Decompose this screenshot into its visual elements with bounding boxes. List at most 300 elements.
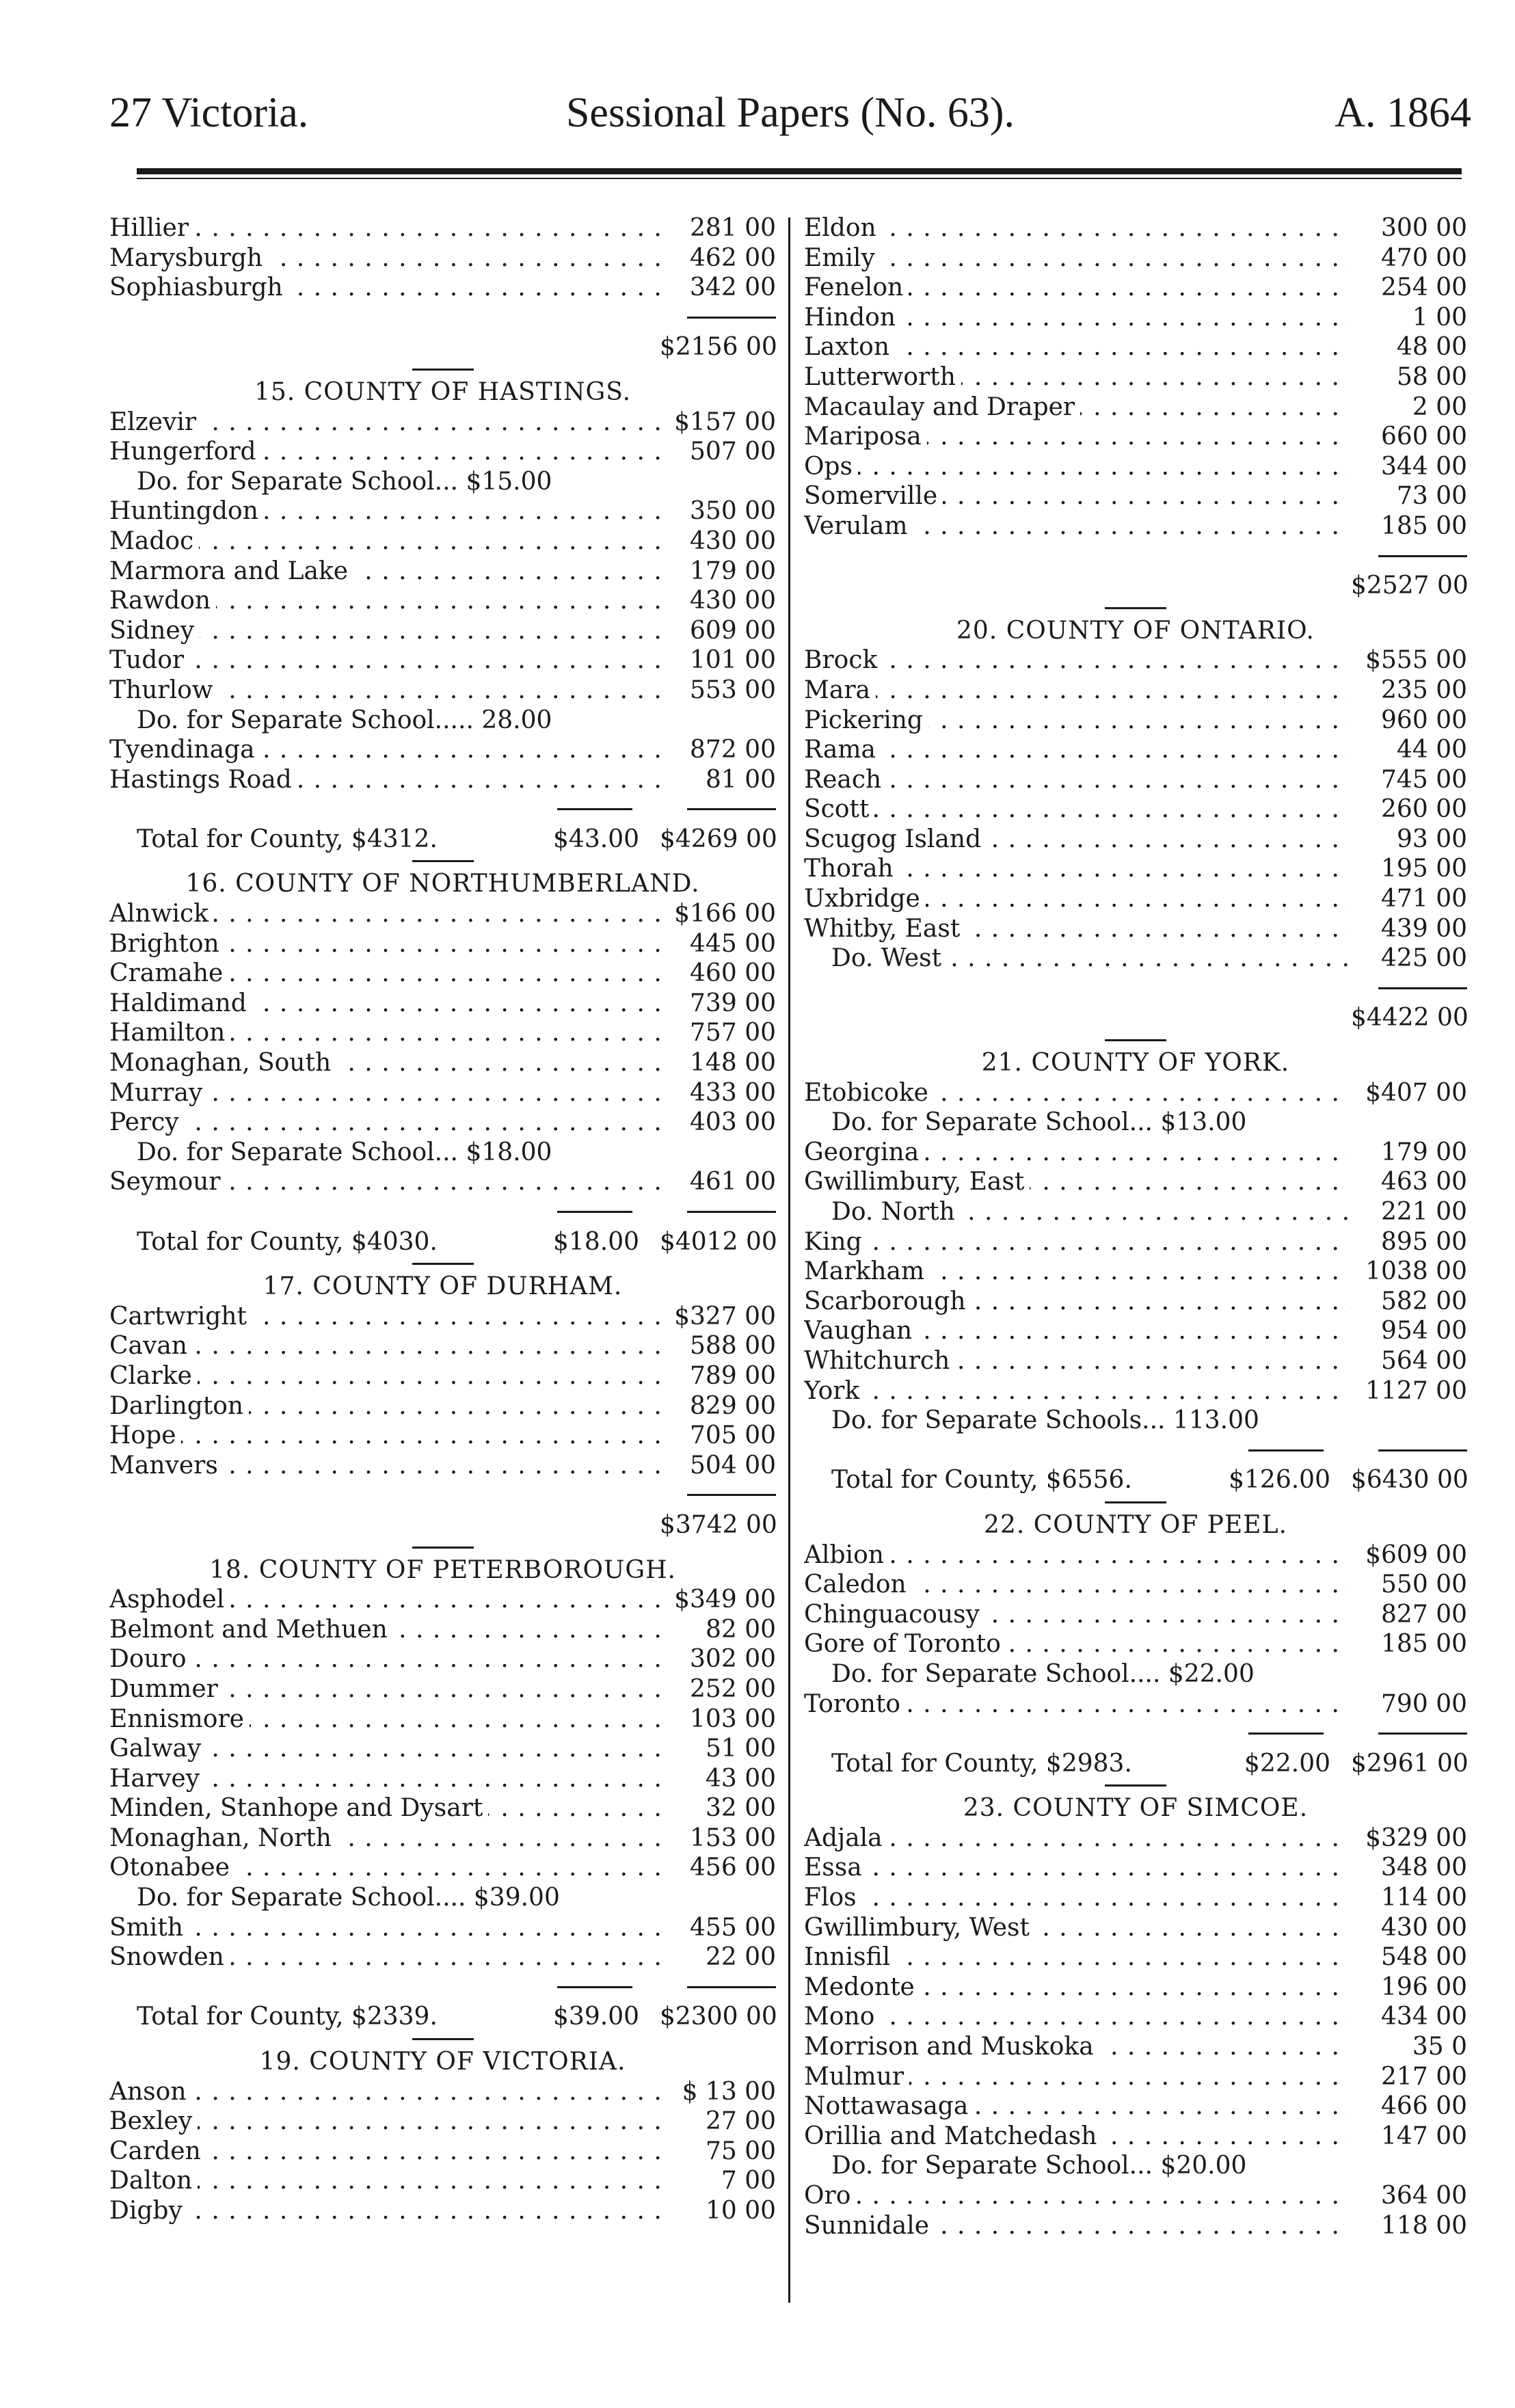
amount: 507 00 (690, 438, 776, 466)
table-row (804, 884, 1467, 914)
township-name (804, 1942, 1351, 1972)
township-name (804, 2032, 1351, 2062)
separate-school-entry: Do. for Separate School... $18.00 (137, 1138, 552, 1166)
table-row (109, 1421, 776, 1451)
amount: 470 00 (1381, 243, 1467, 272)
county-heading: 17. COUNTY OF DURHAM. (263, 1272, 623, 1301)
township-label: King (804, 1228, 868, 1256)
amount: 553 00 (690, 675, 776, 704)
amount: 364 00 (1381, 2182, 1467, 2210)
township-label: Eldon (804, 214, 882, 242)
township-name (804, 765, 1351, 795)
separate-school-entry: Do. for Separate School.... $22.00 (831, 1659, 1255, 1688)
table-row (109, 1734, 776, 1764)
amount: 550 00 (1381, 1570, 1467, 1599)
table-row (804, 1108, 1467, 1138)
township-name (804, 243, 1351, 273)
table-row (109, 645, 776, 675)
table-row (804, 392, 1467, 423)
total-amount: $2156 00 (660, 333, 777, 362)
table-row (804, 2151, 1467, 2181)
amount: 609 00 (690, 616, 776, 645)
township-name (109, 1048, 660, 1078)
table-row (804, 765, 1467, 795)
table-row (109, 213, 776, 243)
township-label: Ennismore (109, 1705, 250, 1733)
township-label: Lutterworth (804, 363, 961, 391)
township-name (804, 303, 1351, 333)
township-label: Ops (804, 453, 858, 481)
table-row (804, 2211, 1467, 2241)
county-total-separate: $39.00 (553, 2003, 639, 2031)
amount: 960 00 (1381, 706, 1467, 734)
township-label: Marysburgh (109, 244, 268, 272)
township-name (804, 1600, 1351, 1630)
amount: $157 00 (674, 407, 776, 436)
amount: 430 00 (1381, 1913, 1467, 1942)
township-label: Macaulay and Draper (804, 393, 1080, 421)
table-row (109, 1942, 776, 1972)
township-name (109, 1644, 660, 1674)
table-row (804, 1942, 1467, 1972)
amount: 460 00 (690, 959, 776, 988)
township-label: Darlington (109, 1392, 249, 1420)
township-name (109, 929, 660, 959)
amount: 35 0 (1412, 2033, 1467, 2061)
township-label: Gore of Toronto (804, 1630, 1006, 1658)
amount: 430 00 (690, 526, 776, 555)
table-row (109, 243, 776, 273)
table-row (804, 1883, 1467, 1913)
township-name (831, 1197, 1351, 1227)
township-label: Scarborough (804, 1287, 971, 1315)
township-name (804, 825, 1351, 855)
amount: 462 00 (690, 243, 776, 272)
township-label: Smith (109, 1914, 189, 1942)
amount: 582 00 (1381, 1287, 1467, 1315)
amount: 179 00 (1381, 1138, 1467, 1166)
sum-rule (804, 974, 1467, 1004)
county-heading: 20. COUNTY OF ONTARIO. (956, 616, 1315, 645)
township-name (109, 1391, 660, 1421)
table-row (109, 1078, 776, 1108)
township-name (804, 1883, 1351, 1913)
township-name (804, 1346, 1351, 1376)
township-label: Marmora and Lake (109, 557, 353, 585)
table-row (109, 929, 776, 959)
county-total-net: $4012 00 (660, 1227, 777, 1256)
table-row (804, 944, 1467, 974)
township-label: Monaghan, South (109, 1049, 336, 1077)
county-heading: 21. COUNTY OF YORK. (981, 1049, 1290, 1078)
township-label: Monaghan, North (109, 1824, 337, 1852)
township-label: Gwillimbury, West (804, 1914, 1035, 1942)
township-label: Reach (804, 766, 887, 794)
township-name (109, 1823, 660, 1854)
header-title: Sessional Papers (No. 63). (565, 90, 1015, 136)
amount: 745 00 (1381, 765, 1467, 794)
township-name (109, 1615, 660, 1645)
township-name (109, 586, 660, 616)
amount: 221 00 (1381, 1198, 1467, 1226)
township-label: Hamilton (109, 1019, 230, 1047)
table-row (109, 2137, 776, 2167)
county-heading: 18. COUNTY OF PETERBOROUGH. (209, 1555, 676, 1584)
township-label: Huntingdon (109, 497, 264, 525)
township-label: Fenelon (804, 273, 909, 302)
amount: 439 00 (1381, 914, 1467, 943)
table-row (109, 706, 776, 736)
township-label: Oro (804, 2182, 856, 2210)
township-label: Bexley (109, 2107, 198, 2135)
table-row (109, 1585, 776, 1615)
township-name (109, 675, 660, 706)
table-row (804, 735, 1467, 765)
township-label: Douro (109, 1645, 192, 1673)
amount: 461 00 (690, 1168, 776, 1196)
township-name (804, 1689, 1351, 1720)
township-label: Albion (804, 1541, 889, 1569)
county-total-separate: $18.00 (553, 1227, 639, 1256)
separate-school-entry: Do. for Separate School..... 28.00 (137, 706, 552, 734)
county-heading: 15. COUNTY OF HASTINGS. (254, 377, 632, 406)
table-row (804, 1316, 1467, 1346)
township-label: York (804, 1377, 865, 1405)
amount: 430 00 (690, 587, 776, 615)
township-label: Clarke (109, 1362, 198, 1390)
township-name (109, 1331, 660, 1361)
table-row (109, 765, 776, 795)
county-total-row (109, 825, 776, 855)
county-total-separate: $43.00 (553, 825, 639, 853)
township-name (804, 2122, 1351, 2152)
county-total-net: $2300 00 (660, 2003, 777, 2031)
township-name (109, 1108, 660, 1138)
amount: 660 00 (1381, 423, 1467, 451)
separate-school-entry: Do. for Separate School... $20.00 (831, 2152, 1247, 2180)
county-heading: 22. COUNTY OF PEEL. (984, 1510, 1287, 1539)
amount: 73 00 (1396, 482, 1467, 511)
township-name (804, 1823, 1351, 1854)
township-label: Mara (804, 676, 876, 704)
township-label: Minden, Stanhope and Dysart (109, 1794, 488, 1822)
township-label: Hastings Road (109, 766, 297, 794)
township-label: Cramahe (109, 959, 228, 987)
amount: $407 00 (1365, 1078, 1467, 1107)
amount: 44 00 (1396, 736, 1467, 764)
township-label: Pickering (804, 706, 928, 734)
township-name (109, 1451, 660, 1481)
amount: 2 00 (1412, 392, 1467, 421)
township-label: Adjala (804, 1824, 888, 1852)
amount: 302 00 (690, 1645, 776, 1674)
township-label: Alnwick (109, 900, 214, 928)
township-label: Snowden (109, 1943, 230, 1971)
township-name (804, 1629, 1351, 1659)
township-name (804, 914, 1351, 944)
county-total-label: Total for County, $4312. (137, 825, 438, 853)
table-row (109, 1793, 776, 1823)
table-row (109, 1883, 776, 1913)
township-label: Mono (804, 2003, 880, 2031)
amount: 1 00 (1412, 303, 1467, 332)
township-label: Digby (109, 2197, 188, 2225)
table-row (804, 2122, 1467, 2152)
county-total-label: Total for County, $2339. (137, 2003, 438, 2031)
township-name (804, 213, 1351, 243)
township-label: Madoc (109, 527, 199, 555)
township-name (804, 511, 1351, 541)
sum-rule (804, 1719, 1467, 1749)
table-row (804, 1138, 1467, 1168)
township-name (109, 1793, 660, 1823)
amount: 185 00 (1381, 1630, 1467, 1659)
table-row (109, 1361, 776, 1391)
total-amount: $2527 00 (1351, 572, 1469, 600)
township-label: Belmont and Methuen (109, 1616, 393, 1644)
county-total-net: $2961 00 (1351, 1749, 1469, 1778)
amount: $166 00 (674, 900, 776, 928)
amount: 434 00 (1381, 2003, 1467, 2031)
table-row (109, 735, 776, 765)
table-row (804, 1853, 1467, 1883)
amount: 58 00 (1396, 362, 1467, 391)
township-label: Dummer (109, 1675, 224, 1703)
table-row (804, 422, 1467, 452)
table-row (109, 437, 776, 467)
township-label: Medonte (804, 1973, 920, 2001)
township-name (804, 2091, 1351, 2122)
amount: 471 00 (1381, 885, 1467, 913)
county-total-row (109, 2002, 776, 2032)
township-label: Vaughan (804, 1317, 917, 1345)
township-name (804, 1972, 1351, 2003)
township-label: Hindon (804, 304, 901, 332)
township-name (804, 884, 1351, 914)
table-row (109, 1018, 776, 1048)
township-label: Seymour (109, 1168, 226, 1196)
township-name (109, 2196, 660, 2226)
township-name (109, 2077, 660, 2107)
table-row (804, 1823, 1467, 1854)
header-rule-thick (137, 168, 1462, 174)
header-session: 27 Victoria. (109, 90, 309, 136)
table-row (109, 1167, 776, 1197)
township-name (804, 1167, 1351, 1197)
township-name (831, 944, 1351, 974)
amount: 456 00 (690, 1854, 776, 1882)
county-total-label: Total for County, $2983. (831, 1749, 1132, 1778)
township-label: Emily (804, 244, 881, 272)
township-label: Gwillimbury, East (804, 1168, 1030, 1196)
amount: 548 00 (1381, 1943, 1467, 1972)
table-row (109, 557, 776, 587)
township-label: Asphodel (109, 1586, 230, 1614)
township-name (804, 2062, 1351, 2092)
separate-school-entry: Do. for Separate School... $13.00 (831, 1108, 1247, 1137)
amount: 118 00 (1381, 2211, 1467, 2240)
amount: 463 00 (1381, 1168, 1467, 1196)
table-row (109, 1853, 776, 1883)
amount: 32 00 (705, 1794, 776, 1823)
township-name (109, 1853, 660, 1883)
table-row (804, 1406, 1467, 1436)
township-name (109, 1734, 660, 1764)
table-row (109, 616, 776, 646)
amount: 350 00 (690, 497, 776, 526)
amount: 872 00 (690, 736, 776, 764)
table-row (804, 303, 1467, 333)
amount: 433 00 (690, 1078, 776, 1107)
total-amount: $4422 00 (1351, 1004, 1469, 1032)
county-total-net: $4269 00 (660, 825, 777, 853)
township-name (109, 1704, 660, 1735)
township-name (109, 2106, 660, 2137)
township-label: Dalton (109, 2167, 198, 2195)
township-label: Mulmur (804, 2063, 909, 2091)
township-name (804, 2211, 1351, 2241)
sum-rule (109, 1480, 776, 1510)
amount: 101 00 (690, 646, 776, 675)
amount: 254 00 (1381, 273, 1467, 302)
township-name (109, 959, 660, 989)
township-name (804, 1853, 1351, 1883)
township-name (109, 2166, 660, 2196)
amount: 829 00 (690, 1391, 776, 1420)
township-label: Murray (109, 1079, 208, 1107)
section-divider (804, 1495, 1467, 1510)
amount: 425 00 (1381, 944, 1467, 973)
table-row (109, 1451, 776, 1481)
township-name (109, 1674, 660, 1704)
amount: 217 00 (1381, 2062, 1467, 2091)
amount: 48 00 (1396, 333, 1467, 362)
township-label: Flos (804, 1884, 862, 1912)
amount: 344 00 (1381, 452, 1467, 481)
township-label: Tudor (109, 646, 189, 674)
column-divider (788, 217, 790, 2303)
township-name (109, 1078, 660, 1108)
township-name (804, 735, 1351, 765)
township-label: Toronto (804, 1690, 906, 1718)
sum-rule (804, 541, 1467, 572)
township-label: Do. West (831, 944, 947, 972)
township-name (804, 273, 1351, 303)
total-row (804, 1003, 1467, 1033)
amount: 196 00 (1381, 1972, 1467, 2001)
amount: 342 00 (690, 273, 776, 302)
table-row (109, 2166, 776, 2196)
township-label: Nottawasaga (804, 2092, 974, 2120)
township-label: Hope (109, 1421, 181, 1449)
separate-school-entry: Do. for Separate School... $15.00 (137, 467, 552, 496)
township-label: Sunnidale (804, 2212, 935, 2240)
township-name (804, 1287, 1351, 1317)
amount: 281 00 (690, 214, 776, 242)
amount: 82 00 (705, 1615, 776, 1644)
township-name (804, 2002, 1351, 2032)
township-name (804, 452, 1351, 482)
township-label: Uxbridge (804, 885, 926, 913)
county-total-net: $6430 00 (1351, 1466, 1469, 1495)
section-divider (804, 1033, 1467, 1048)
table-row (109, 1823, 776, 1854)
township-name (804, 1316, 1351, 1346)
amount: 954 00 (1381, 1317, 1467, 1346)
table-row (804, 481, 1467, 511)
township-name (109, 273, 660, 303)
amount: $555 00 (1365, 646, 1467, 675)
table-row (804, 1540, 1467, 1570)
header-year: A. 1864 (1335, 90, 1471, 136)
table-row (804, 1346, 1467, 1376)
township-name (804, 1376, 1351, 1406)
township-label: Harvey (109, 1765, 205, 1793)
township-name (109, 735, 660, 765)
township-name (109, 1302, 660, 1332)
township-label: Whitby, East (804, 915, 965, 943)
amount: 564 00 (1381, 1346, 1467, 1375)
table-row (804, 511, 1467, 541)
township-name (804, 1570, 1351, 1600)
township-label: Hungerford (109, 438, 262, 466)
township-name (804, 392, 1351, 423)
township-name (109, 526, 660, 557)
table-row (804, 1376, 1467, 1406)
amount: 300 00 (1381, 214, 1467, 242)
separate-school-entry: Do. for Separate School.... $39.00 (137, 1884, 560, 1912)
township-name (109, 407, 660, 438)
township-label: Georgina (804, 1138, 924, 1166)
table-row (804, 2181, 1467, 2211)
amount: 147 00 (1381, 2122, 1467, 2150)
amount: 466 00 (1381, 2092, 1467, 2121)
township-label: Scugog Island (804, 825, 987, 853)
township-name (804, 675, 1351, 706)
township-label: Otonabee (109, 1854, 235, 1882)
township-name (804, 422, 1351, 452)
township-name (804, 1540, 1351, 1570)
township-label: Tyendinaga (109, 736, 260, 764)
amount: 455 00 (690, 1913, 776, 1942)
amount: $609 00 (1365, 1540, 1467, 1569)
table-row (804, 1078, 1467, 1108)
township-label: Brighton (109, 930, 225, 958)
table-row (804, 1197, 1467, 1227)
table-row (804, 706, 1467, 736)
amount: 114 00 (1381, 1884, 1467, 1912)
township-name (109, 2137, 660, 2167)
amount: 93 00 (1396, 825, 1467, 853)
table-row (804, 213, 1467, 243)
table-row (109, 1331, 776, 1361)
amount: 103 00 (690, 1704, 776, 1733)
township-name (109, 1585, 660, 1615)
county-total-separate: $22.00 (1244, 1749, 1330, 1778)
amount: 705 00 (690, 1421, 776, 1450)
township-name (109, 557, 660, 587)
amount: 827 00 (1381, 1600, 1467, 1629)
township-name (109, 1421, 660, 1451)
section-divider (109, 854, 776, 869)
township-label: Carden (109, 2137, 206, 2165)
amount: $349 00 (674, 1586, 776, 1614)
township-label: Orillia and Matchedash (804, 2122, 1102, 2150)
table-row (109, 273, 776, 303)
amount: $329 00 (1365, 1823, 1467, 1852)
township-label: Thorah (804, 855, 899, 883)
table-row (804, 1167, 1467, 1197)
